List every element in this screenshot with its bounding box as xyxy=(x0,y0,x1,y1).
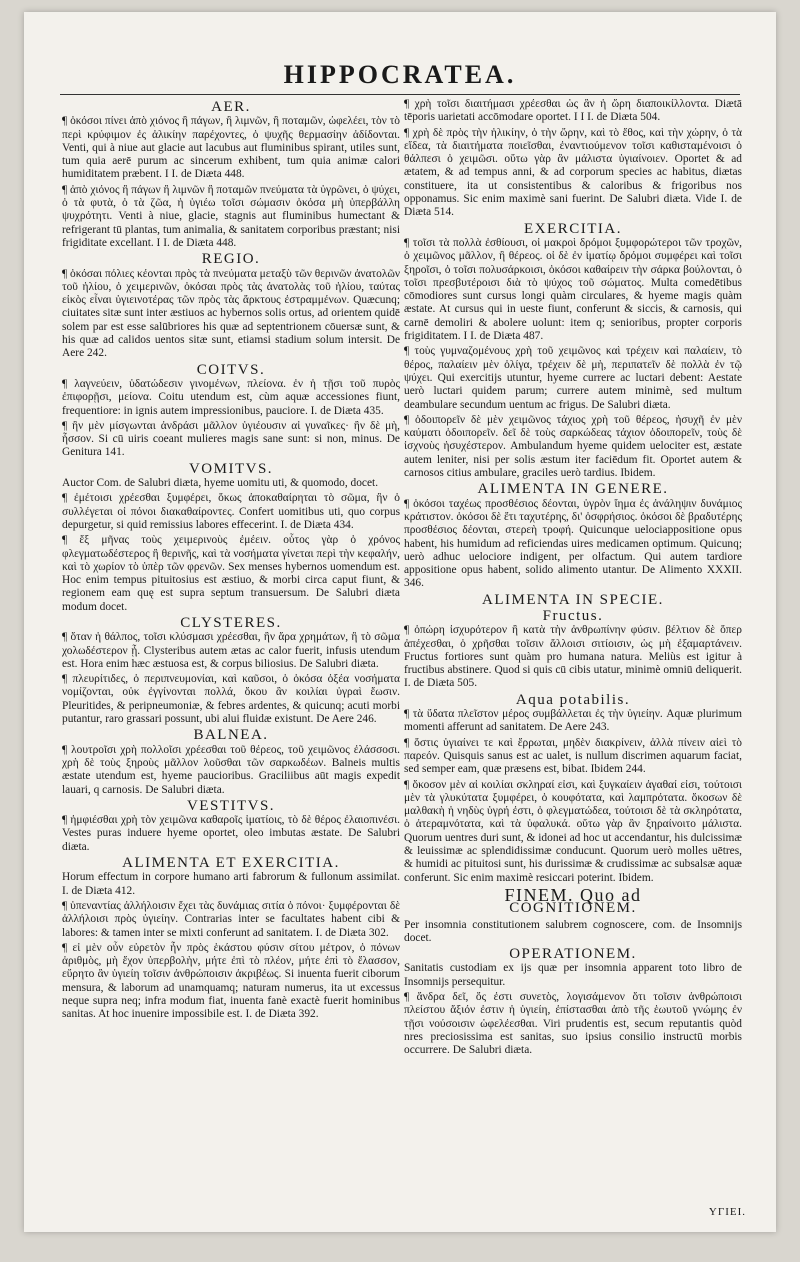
paragraph: Sanitatis custodiam ex ijs quæ per insomnia apparent toto libro de Insomnijs persequitur. xyxy=(404,962,742,988)
section-heading: Aqua potabilis. xyxy=(515,691,631,708)
section-heading: VOMITVS. xyxy=(188,460,274,477)
section-heading: OPERATIONEM. xyxy=(509,946,637,963)
section-heading: AER. xyxy=(211,99,251,115)
section-heading: CLYSTERES. xyxy=(180,614,282,631)
header-rule xyxy=(60,94,740,95)
paragraph: ¶ τὰ ὕδατα πλεῖστον μέρος συμβάλλεται ἐς τὴν ὑγιείην. Aquæ plurimum momenti afferunt ad sanitatem. De Aere 243. xyxy=(404,708,742,734)
paragraph: ¶ ἢν μὲν μίσγωνται ἀνδράσι μᾶλλον ὑγιέουσιν αἱ γυναῖκες· ἢν δὲ μὴ, ἧσσον. Si cū uiris coeant mulieres magis sane sunt: si non, minus. De Genitura 141. xyxy=(62,419,400,459)
paragraph: Per insomnia constitutionem salubrem cognoscere, com. de Insomnijs docet. xyxy=(404,918,742,944)
paragraph: ¶ ὀπώρη ἰσχυρότερον ἢ κατὰ τὴν ἀνθρωπίνην φύσιν. βέλτιον δὲ ὅπερ ἀπέχεσθαι, ὁ χρῆσθαι τοῖσιν ἄλλοισι σιτίοισιν, ὡς μὴ ἐξαμαρτάνειν. Fructus fortiores sunt quàm pro humana natura. Meliùs est igitur à fructibus abstinere. Quod si quis cū cibis utatur, minimè omniū deliquerit. I. de Diæta 505. xyxy=(404,624,742,690)
finem-heading: FINEM. Quo ad xyxy=(504,884,642,905)
book-page xyxy=(24,12,776,1232)
paragraph: ¶ λουτροῖσι χρὴ πολλοῖσι χρέεσθαι τοῦ θέρεος, τοῦ χειμῶνος ἐλάσσοσι. χρὴ δὲ τοὺς ξηροὺς μᾶλλον λοῦσθαι τῶν σαρκωδέων. Balneis multis æstate utendum est, hyeme paucioribus. Graciliibus aūt magis expedit lauari, q carnosis. De Salubri diæta. xyxy=(62,743,400,796)
paragraph: ¶ λαγνεύειν, ὑδατώδεσιν γινομένων, πλείονα. ἐν ἡ τῇσι τοῦ πυρὸς ἐπιφορῇσι, μείονα. Coitu utendum est, cùm aquæ accessiones fiunt, frequentiore: in ignis autem impressionibus, pauciore. I. de Diæta 435. xyxy=(62,377,400,417)
paragraph: ¶ ἠμφιέσθαι χρὴ τὸν χειμῶνα καθαροῖς ἱματίοις, τὸ δὲ θέρος ἐλαιοπινέσι. Vestes puras induere hyeme oportet, oleo imbutas æstate. De Salubri diæta. xyxy=(62,814,400,853)
paragraph: ¶ ὅστις ὑγιαίνει τε καὶ ἔρρωται, μηδὲν διακρίνειν, ἀλλὰ πίνειν αἰεὶ τὸ παρεόν. Quisquis sanus est ac ualet, is nullum discrimen aquarum faciat, sed semper eam, quæ præsens est, bibat. Ibidem 244. xyxy=(404,736,742,776)
paragraph: ¶ πλευρίτιδες, ὁ περιπνευμονίαι, καὶ καῦσοι, ὁ ὁκόσα ὀξέα νοσήματα νομίζονται, οὐκ ἐγγίνονται πολλά, ὅκου ἂν κοιλίαι ὑγραὶ ἔωσιν. Pleuritides, & peripneumoniæ, & febres ardentes, & quicunq; acuti morbi putantur, raro grassari possunt, ubi alui fluidæ existunt. De Aere 246. xyxy=(62,673,400,726)
paragraph: Auctor Com. de Salubri diæta, hyeme uomitu uti, & quomodo, docet. xyxy=(62,477,379,490)
paragraph: ¶ τοὺς γυμναζομένους χρὴ τοῦ χειμῶνος καὶ τρέχειν καὶ παλαίειν, τὸ θέρος, παλαίειν μὲν ὀλίγα, τρέχειν δὲ μὴ, περιπατεῖν δὲ πολλὰ ἐν τῷ ψύχει. Qui exercitijs utuntur, hyeme currere ac luctari debent: Aestate uerò luctari quidem parum; currere autem minimè, sed multum deambulare secundum uentum ac frigus. De Salubri diæta. xyxy=(404,345,742,411)
section-heading: ALIMENTA IN SPECIE. xyxy=(482,591,664,608)
paragraph: ¶ ὁκόσοι πίνει ἀπὸ χιόνος ἢ πάγων, ἢ λιμνῶν, ἢ ποταμῶν, ὠφελέει, τὸν τὸ περὶ κρύφιμον ἐς ἀλικίην παρέχοντες, ὁ ψυχῆς θερμασίην ἀδίδονται. Venti, qui à niue aut glacie aut lacubus aut fluminibus spirant, utiles sunt, tum quia aerē purum ac sincerum exhibent, tum quia animæ calori humiditatem præbent. I I. de Diæta 448. xyxy=(62,115,400,181)
section-heading: ALIMENTA ET EXERCITIA. xyxy=(122,855,340,872)
section-heading: Fructus. xyxy=(542,607,604,624)
catchword: ΥΓΙΕΙ. xyxy=(708,1206,746,1218)
paragraph: ¶ ἀπὸ χιόνος ἢ πάγων ἢ λιμνῶν ἢ ποταμῶν πνεύματα τὰ ὑγρῶνει, ὁ ψύχει, ὁ τὰ φυτὰ, ὁ τὰ ζῶα, ἡ ὑγιέω τοῖσι σώμασιν ὁκόσα μὴ ὑπερβάλλη ψυχρότητι. Venti à niue, glacie, stagnis aut fluminibus humectant & refrigerant tū plantas, tum animalia, & sanitatem corporibus præstant; nisi frigiditate excellant. I I. de Diæta 448. xyxy=(62,183,400,249)
section-heading: REGIO. xyxy=(201,251,261,268)
paragraph: ¶ ἄνδρα δεῖ, ὅς ἐστι συνετὸς, λογισάμενον ὅτι τοῖσιν ἀνθρώποισι πλείστου ἄξιόν ἐστιν ἡ ὑγιείη, ἐπίστασθαι ἀπὸ τῆς ἑωυτοῦ γνώμης ἐν τῇσι νούσοισιν ὠφελέεσθαι. Viri prudentis est, secum reputantis quòd nres preciosissima est sanitas, suo ipsius consilio instructū morbis occurrere. De Salubri diæta. xyxy=(404,991,742,1057)
running-title: HIPPOCRATEA. xyxy=(283,60,517,89)
finem-subheading: COGNITIONEM. xyxy=(509,900,637,917)
paragraph: ¶ ἕξ μῆνας τοὺς χειμερινοὺς ἐμέειν. οὗτος γὰρ ὁ χρόνος φλεγματωδέστερος ἢ θερινῆς, καὶ τὰ νοσήματα γίνεται περὶ τὴν κεφαλήν, καὶ τὸ χωρίον τὸ ὑπὲρ τῶν φρενῶν. Sex menses hybernos uomendum est. Hoc enim tempus pituitosius est æstiuo, & morbi circa caput fiunt, & regionem eam quę est supra septum transuersum. De Salubri diæta modum docet. xyxy=(62,534,400,613)
paragraph: ¶ ὑπεναντίας ἀλλήλοισιν ἔχει τὰς δυνάμιας σιτία ὁ πόνοι· ξυμφέρονται δὲ ἀλλήλοισι πρὸς ὑγιείην. Contrarias inter se facultates habent cibi & labores: & tamen inter se mixti conferunt ad sanitatem. I. de Diæta 302. xyxy=(62,899,400,939)
section-heading: COITVS. xyxy=(196,361,266,378)
paragraph: ¶ ἐμέτοισι χρέεσθαι ξυμφέρει, ὅκως ἀποκαθαίρηται τὸ σῶμα, ἢν ὁ συλλέγεται οἱ πόνοι διακαθαίροντες. Confert uomitibus uti, quo corpus depurgetur, si quid remissius labores effecerint. I. de Diæta 434. xyxy=(62,492,400,531)
paragraph: ¶ χρὴ τοῖσι διαιτήμασι χρέεσθαι ὡς ἂν ἡ ὥρη διαποικίλλοντα. Diætā tēporis uarietati accōmodare oportet. I I I. de Diæta 504. xyxy=(404,98,742,124)
paragraph: ¶ ὅταν ἡ θάλπος, τοῖσι κλύσμασι χρέεσθαι, ἢν ἄρα χρημάτων, ἢ τὸ σῶμα χολωδέστερον ᾖ. Clysteribus autem ætas ac calor fuerit, infusis utendum est. Hora enim hæc æstuosa est, & corpus biliosius. De Salubri diæta. xyxy=(62,631,400,670)
section-heading: ALIMENTA IN GENERE. xyxy=(477,481,669,498)
paragraph: Horum effectum in corpore humano arti fabrorum & fullonum assimilat. I. de Diæta 412. xyxy=(62,871,400,897)
right-column xyxy=(404,98,742,1223)
paragraph: ¶ ὁκόσαι πόλιες κέονται πρὸς τὰ πνεύματα μεταξὺ τῶν θερινῶν ἀνατολῶν τοῦ ἡλίου, ὁ χειμερινῶν, ὁκόσαι πρὸς τὰς ἀνατολὰς τοῦ ἡλίου, ταύτας εἰκὸς εἶναι ὑγιεινοτέρας τῶν πρὸς τὰς ἄρκτους ἐστραμμένων. Quæcunq; ciuitates sitæ sunt inter æstiuos ac hybernos solis ortus, ad orientem quidē solem par est esse salūbriores his quæ ad septentrionem cōuersæ sunt, & his quæ ad calidos uentos sitæ sunt, etiamsi stadium solum intersit. De Aere 242. xyxy=(62,267,400,360)
section-heading: BALNEA. xyxy=(193,727,269,744)
section-heading: EXERCITIA. xyxy=(524,220,622,237)
paragraph: ¶ χρὴ δὲ πρὸς τὴν ἡλικίην, ὁ τὴν ὥρην, καὶ τὸ ἔθος, καὶ τὴν χώρην, ὁ τὰ εἴδεα, τὰ διαιτήματα ποιεῖσθαι, ἐναντιούμενον τοῖσι καθισταμένοισι ὁ θάλπεσι ὁ χειμῶσι. οὕτω γὰρ ἂν μάλιστα ὑγιαίνοιεν. Oportet & ad ætatem, & ad tempus anni, & ad corporum species ac habitus, diætas constituere, ita ut consistentibus & caloribus & frigoribus nos opponamus. Sic enim maximè sani fuerint. De Salubri diæta. Vide I. de Diæta 514. xyxy=(404,126,742,219)
paragraph: ¶ ὅκοσον μὲν αἱ κοιλίαι σκληραί εἰσι, καὶ ξυγκαίειν ἀγαθαί εἰσι, τούτοισι μὲν τὰ γλυκύτατα ξυμφέρει, ὁ κουφότατα, καὶ λαμπρότατα. ὅκοσων δὲ μαλθακὴ ἡ νηδὺς ὑγρή ἐστι, ὁ φλεγματώδεα, τούτοισι δὲ τὰ σκληρότατα, ὁ ἀτεραμνότατα, καὶ τὰ ὑφαλυκά. οὕτω γὰρ ἂν ξηραίνοιτο μάλιστα. Quorum uentres duri sunt, & idonei ad hoc ut accendantur, his dulcissimæ & leuissimæ ac splendidissimæ conducunt. Quorum uerò molles uētres, & humidi ac pituitosi sunt, his durissimæ & crudissimæ ac subsalsæ aquæ conferunt. Sic enim maximè resiccari poterint. Ibidem. xyxy=(404,778,742,884)
section-heading: VESTITVS. xyxy=(186,797,276,814)
paragraph: ¶ ὁδοιπορεῖν δὲ μὲν χειμῶνος τάχιος χρὴ τοῦ θέρεος, ἡσυχῆ ἐν μὲν καύματι ὁδοιπορεῖν. δεῖ δὲ τοὺς σαρκώδεας τάχιον ὁδοιπορεῖν, τοὺς δὲ ἰσχνοὺς ἡσυχέστερον. Ambulandum hyeme quidem uelociter est, æstate autem leniter, nisi per solis æstum iter faciēdum fit. Oportet autem & carnosos citius ambulare, graciles uerò tardius. Ibidem. xyxy=(404,413,742,480)
paragraph: ¶ ὁκόσοι ταχέως προσθέσιος δέονται, ὑγρὸν ἴημα ἐς ἀνάληψιν δυνάμιος κράτιστον. ὁκόσοι δὲ ἔτι ταχυτέρης, δι' ὀσφρήσιος. ὁκόσοι δὲ βραδυτέρης προσθέσιος δέονται, στερεὴ τροφή. Quicunque uelociappositione opus habent, his humidum ad reficiendas uires medicamen optimum. Quicunq; uerò adhuc uelociore indigent, per olfactum. Qui autem tardiore appositione opus habent, solido alimento utantur. De Alimento XXXII. 346. xyxy=(404,497,742,590)
paragraph: ¶ τοῖσι τὰ πολλὰ ἐσθίουσι, οἱ μακροὶ δρόμοι ξυμφορώτεροι τῶν τροχῶν, ὁ χειμῶνος μᾶλλον, ἢ θέρεος. οἱ δὲ ἐν ἱματίῳ δρόμοι συμφέρει καὶ τοῖσι ξηροῖσι, ὁ τοῖσι πολυσάρκοισι, ὁκόσοι καθαίρειν τὴν σάρκα βούλονται, ὁ τοῖσι πρεσβυτέροισι διὰ τὸ ψύχος τοῦ σώματος. Multa comedētibus cōmodiores sunt cursus longi quàm circulares, & hyeme magis quàm æstate. At cursus qui in ueste fiunt, conferunt & siccis, & carnosis, qui carnē demoliri & abolere uolunt: item q; senioribus, propter corporis frigiditatem. I I. de Diæta 487. xyxy=(404,236,742,343)
left-column xyxy=(62,98,400,1223)
paragraph: ¶ εἰ μὲν οὖν εὑρετὸν ἦν πρὸς ἑκάστου φύσιν σίτου μέτρον, ὁ πόνων ἀριθμὸς, μὴ ἔχον ὑπερβολὴν, μήτε ἐπὶ τὸ πλέον, μήτε ἐπὶ τὸ ἔλασσον, εὕρητο ἂν ὑγιείη τοῖσιν ἀνθρώποισιν ἀκριβέως. Si inuenta fuerit ciborum mensura, & laborum ad unamquamq; naturam numerus, ita ut excessus neque supra neq; infra modum fiat, inuenta fanè exactè fuerit hominibus sanitas. At hoc inuenire impossibile est. I. de Diæta 392. xyxy=(62,941,400,1021)
